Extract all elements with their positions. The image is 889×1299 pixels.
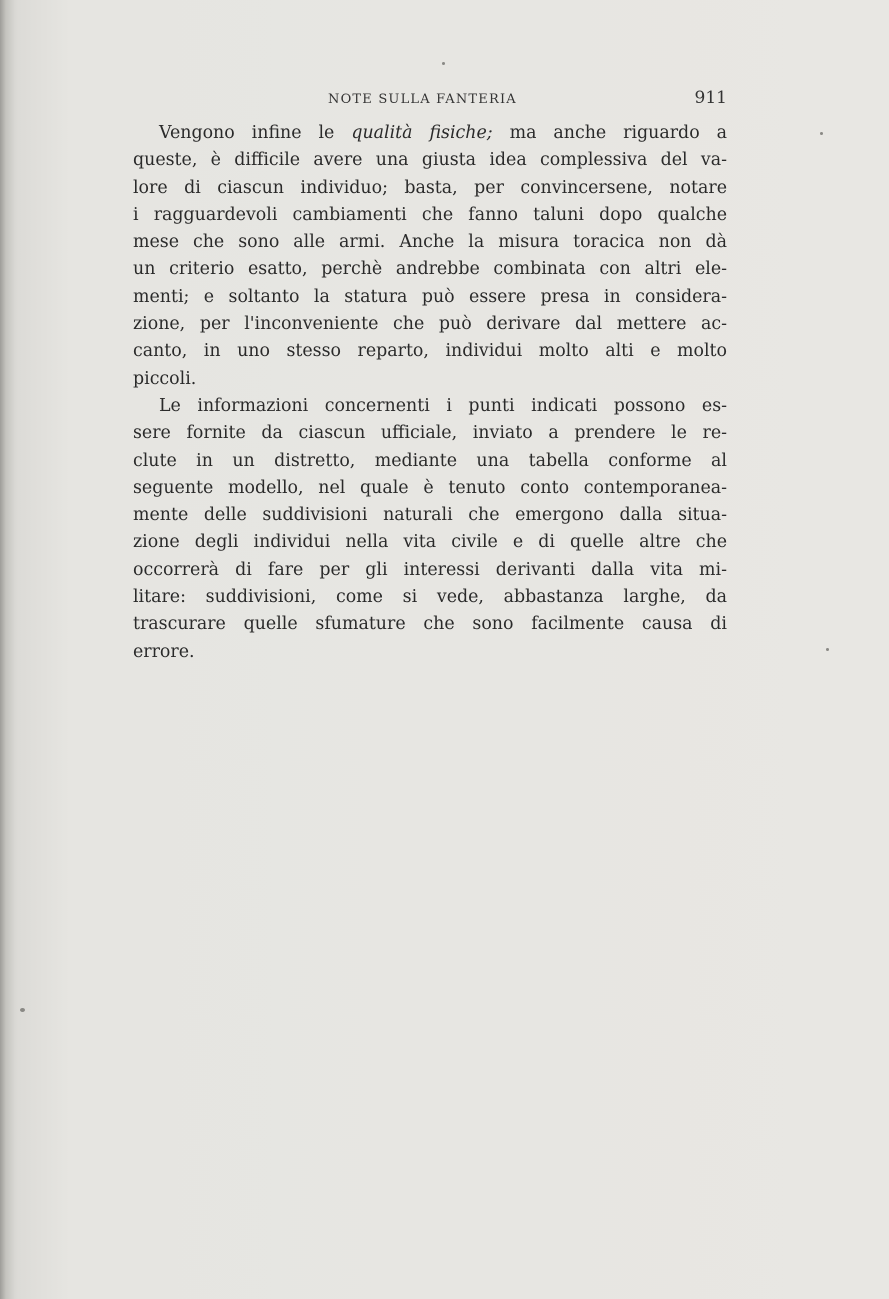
text-line: trascurare quelle sfumature che sono facilmente causa di bbox=[133, 614, 727, 635]
text-segment: Vengono infine le bbox=[159, 123, 352, 143]
text-line: errore. bbox=[133, 641, 195, 662]
paragraph-1 bbox=[133, 120, 727, 393]
text-line: piccoli. bbox=[133, 368, 197, 389]
running-head: NOTE SULLA FANTERIA bbox=[328, 92, 517, 107]
text-line: lore di ciascun individuo; basta, per convincersene, notare bbox=[133, 177, 727, 198]
text-line: Le informazioni concernenti i punti indicati possono es- bbox=[159, 395, 727, 416]
italic-phrase: qualità fisiche; bbox=[351, 123, 493, 143]
text-line: litare: suddivisioni, come si vede, abbastanza larghe, da bbox=[133, 587, 727, 608]
text-line: menti; e soltanto la statura può essere presa in considera- bbox=[133, 286, 727, 307]
text-line: clute in un distretto, mediante una tabella conforme al bbox=[133, 450, 727, 471]
text-line: zione degli individui nella vita civile e di quelle altre che bbox=[133, 532, 727, 553]
paragraph-2 bbox=[133, 393, 727, 666]
paper-speck bbox=[20, 1008, 25, 1012]
text-line: seguente modello, nel quale è tenuto conto contemporanea- bbox=[133, 477, 727, 498]
text-line: canto, in uno stesso reparto, individui molto alti e molto bbox=[133, 341, 727, 362]
paper-speck bbox=[820, 132, 823, 135]
text-line: zione, per l'inconveniente che può derivare dal mettere ac- bbox=[133, 314, 727, 335]
text-line: occorrerà di fare per gli interessi derivanti dalla vita mi- bbox=[133, 559, 727, 580]
page-number: 911 bbox=[694, 88, 727, 108]
paper-speck bbox=[442, 62, 445, 65]
body-text bbox=[133, 120, 727, 666]
text-line: mese che sono alle armi. Anche la misura toracica non dà bbox=[133, 232, 727, 253]
paper-speck bbox=[826, 648, 829, 651]
text-line: mente delle suddivisioni naturali che emergono dalla situa- bbox=[133, 505, 727, 526]
text-line: sere fornite da ciascun ufficiale, inviato a prendere le re- bbox=[133, 423, 727, 444]
binding-edge bbox=[0, 0, 14, 1299]
page-header bbox=[133, 88, 727, 112]
text-line: i ragguardevoli cambiamenti che fanno taluni dopo qualche bbox=[133, 204, 727, 225]
text-line: un criterio esatto, perchè andrebbe combinata con altri ele- bbox=[133, 259, 727, 280]
text-line bbox=[133, 120, 727, 147]
text-line: queste, è difficile avere una giusta idea complessiva del va- bbox=[133, 150, 727, 171]
text-segment: ma anche riguardo a bbox=[492, 123, 727, 143]
